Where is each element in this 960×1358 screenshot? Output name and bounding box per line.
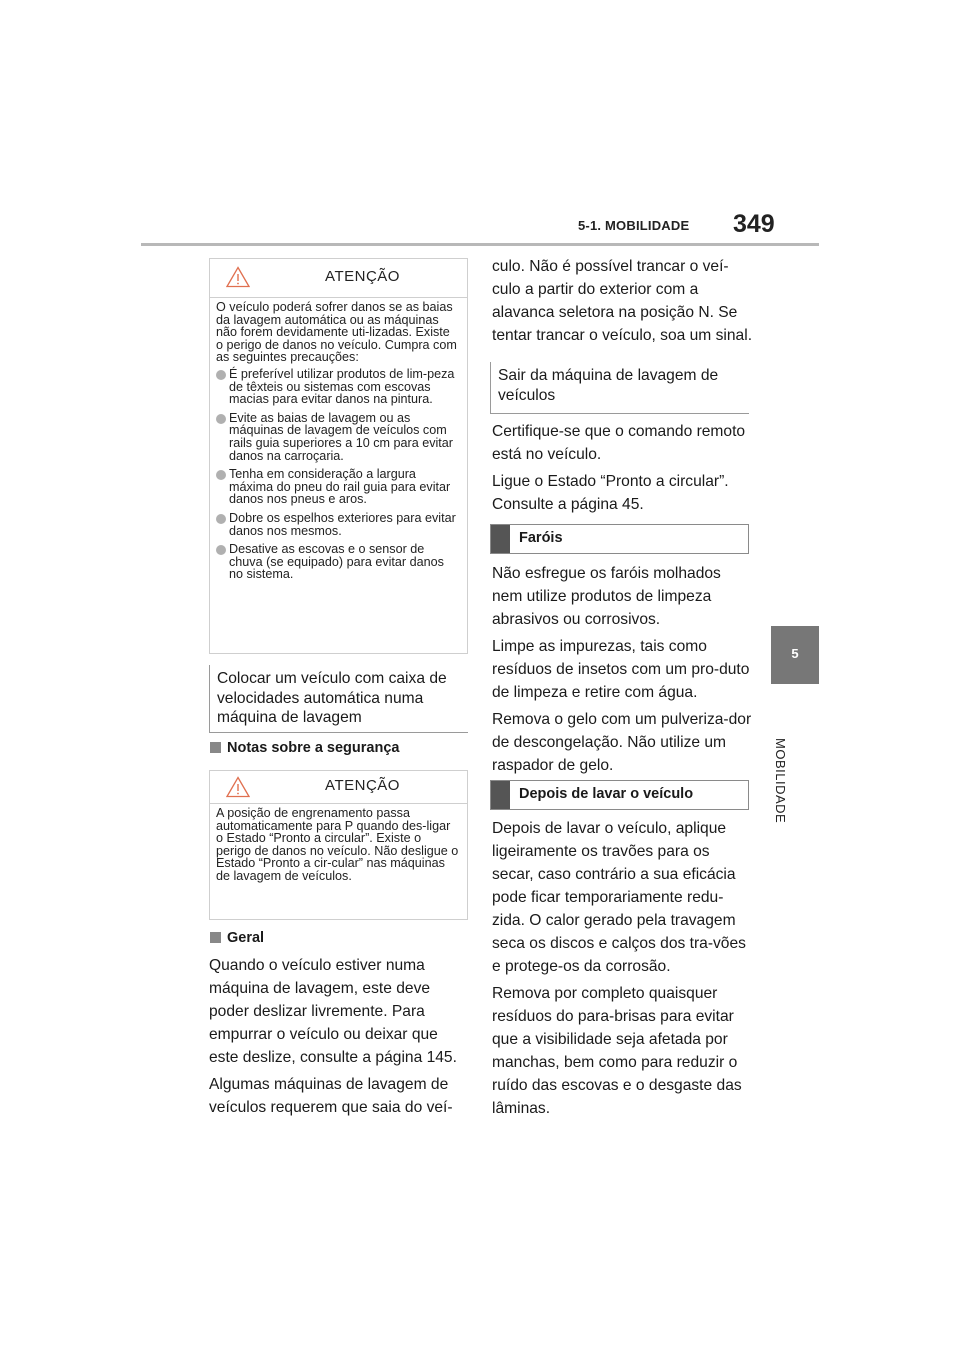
paragraph: Remova por completo quaisquer resíduos do para-brisas para evitar que a visibilidade seja afetada por manchas, bem como para reduzir o ruído das escovas e o desgaste das lâminas. [492, 985, 742, 1117]
bullet-icon [216, 370, 226, 380]
right-intro-text [492, 255, 754, 351]
header-divider [141, 243, 819, 246]
paragraph: Limpe as impurezas, tais como resíduos de insetos com um pro-duto de limpeza e retire com água. [492, 638, 750, 701]
warning-triangle-icon [226, 266, 250, 288]
general-text [209, 954, 471, 1123]
caution-title: ATENÇÃO [325, 268, 400, 285]
paragraph: Depois de lavar o veículo, aplique ligeiramente os travões para os secar, caso contrário a sua eficácia pode ficar temporariamente redu-zida. O calor gerado pela travagem seca os discos e calços dos tra-vões e protege-os da corrosão. [492, 820, 746, 975]
caution-box-gear [209, 770, 468, 920]
bullet-icon [216, 414, 226, 424]
caution-list [216, 368, 459, 581]
chapter-label: MOBILIDADE [773, 738, 788, 824]
caution-text: A posição de engrenamento passa automaticamente para P quando des-ligar o Estado “Pronto a circular”. Existe o perigo de danos no veículo. Não desligue o Estado “Pronto a cir-cular” nas máquinas de lavagem de veículos. [216, 806, 459, 883]
paragraph: culo. Não é possível trancar o veí-culo a partir do exterior com a alavanca seletora na posição N. Se tentar trancar o veículo, soa um sinal. [492, 258, 753, 344]
paragraph: Não esfregue os faróis molhados nem utilize produtos de limpeza abrasivos ou corrosivos. [492, 565, 721, 628]
paragraph: Ligue o Estado “Pronto a circular”. Consulte a página 45. [492, 473, 729, 513]
caution-body [210, 298, 467, 593]
after-washing-text [492, 817, 754, 1124]
headlights-text [492, 562, 754, 781]
subsection-heading-automatic: Colocar um veículo com caixa de velocidades automática numa máquina de lavagem [209, 665, 468, 733]
heading-bar [491, 781, 510, 809]
chapter-tab [771, 626, 819, 684]
square-bullet-icon [210, 742, 221, 753]
exit-text [492, 420, 754, 520]
caution-header [210, 259, 467, 298]
caution-item: É preferível utilizar produtos de lim-peza de têxteis ou sistemas com escovas macias para evitar danos na pintura. [216, 368, 459, 406]
general-heading: Geral [210, 930, 264, 946]
heading-after-washing: Depois de lavar o veículo [490, 780, 749, 810]
caution-item: Tenha em consideração a largura máxima do pneu do rail guia para evitar danos nos pneus e aros. [216, 468, 459, 506]
caution-body [210, 804, 467, 893]
subsection-heading-exit: Sair da máquina de lavagem de veículos [490, 362, 749, 414]
square-bullet-icon [210, 932, 221, 943]
heading-headlights: Faróis [490, 524, 749, 554]
caution-item: Evite as baias de lavagem ou as máquinas de lavagem de veículos com rails guia superiores a 10 cm para evitar danos na carroçaria. [216, 412, 459, 462]
notes-heading: Notas sobre a segurança [210, 740, 399, 756]
paragraph: Certifique-se que o comando remoto está no veículo. [492, 423, 746, 463]
caution-box-washing [209, 258, 468, 654]
caution-item: Desative as escovas e o sensor de chuva (se equipado) para evitar danos no sistema. [216, 543, 459, 581]
paragraph: Quando o veículo estiver numa máquina de lavagem, este deve poder deslizar livremente. Para empurrar o veículo ou deixar que este deslize, consulte a página 145. [209, 957, 457, 1066]
caution-intro: O veículo poderá sofrer danos se as baias da lavagem automática ou as máquinas não forem devidamente uti-lizadas. Existe o perigo de danos no veículo. Cumpra com as seguintes precauções: [216, 300, 457, 365]
warning-triangle-icon [226, 776, 250, 798]
paragraph: Remova o gelo com um pulveriza-dor de descongelação. Não utilize um raspador de gelo. [492, 711, 752, 774]
bullet-icon [216, 470, 226, 480]
chapter-number: 5 [791, 646, 799, 661]
paragraph: Algumas máquinas de lavagem de veículos requerem que saia do veí- [209, 1076, 453, 1116]
section-title: 5-1. MOBILIDADE [578, 218, 690, 233]
bullet-icon [216, 514, 226, 524]
heading-bar [491, 525, 510, 553]
caution-item: Dobre os espelhos exteriores para evitar danos nos mesmos. [216, 512, 459, 537]
caution-header [210, 771, 467, 804]
page-number: 349 [733, 210, 775, 238]
bullet-icon [216, 545, 226, 555]
caution-title: ATENÇÃO [325, 777, 400, 794]
